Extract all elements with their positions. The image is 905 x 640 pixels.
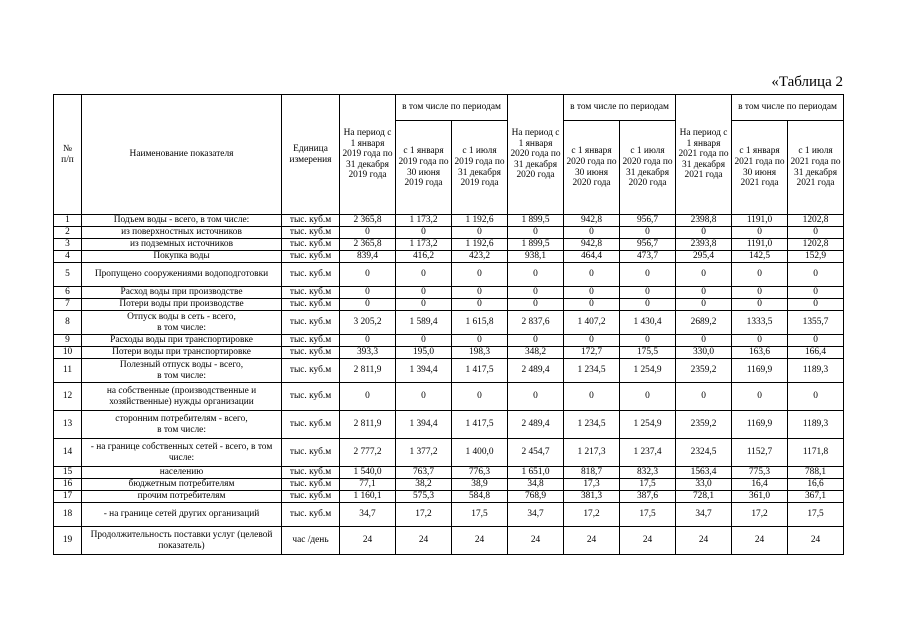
row-unit: тыс. куб.м: [282, 503, 340, 527]
row-value: 1 254,9: [620, 359, 676, 383]
table-row: [54, 527, 844, 555]
row-value: 17,2: [396, 503, 452, 527]
row-value: 839,4: [340, 251, 396, 263]
row-value: 2689,2: [676, 311, 732, 335]
row-value: 348,2: [508, 347, 564, 359]
row-value: 1 899,5: [508, 239, 564, 251]
row-value: 0: [788, 287, 844, 299]
row-value: 0: [452, 383, 508, 411]
row-value: 17,5: [452, 503, 508, 527]
row-unit: тыс. куб.м: [282, 347, 340, 359]
row-number: 5: [54, 263, 82, 287]
row-value: 832,3: [620, 467, 676, 479]
row-value: 0: [508, 227, 564, 239]
row-number: 19: [54, 527, 82, 555]
row-name: - на границе собственных сетей - всего, в том числе:: [82, 439, 282, 467]
row-value: 0: [452, 335, 508, 347]
table-row: [54, 239, 844, 251]
row-name: сторонним потребителям - всего, в том числе:: [82, 411, 282, 439]
table-row: [54, 359, 844, 383]
row-value: 1 237,4: [620, 439, 676, 467]
table-row: [54, 467, 844, 479]
row-unit: тыс. куб.м: [282, 359, 340, 383]
table-row: [54, 479, 844, 491]
header-half-1: с 1 января 2019 года по 30 июня 2019 года: [396, 121, 452, 215]
row-number: 3: [54, 239, 82, 251]
row-number: 13: [54, 411, 82, 439]
row-number: 12: [54, 383, 82, 411]
row-value: 0: [676, 383, 732, 411]
row-value: 1171,8: [788, 439, 844, 467]
row-unit: тыс. куб.м: [282, 491, 340, 503]
header-period-total: На период с 1 января 2020 года по 31 декабря 2020 года: [508, 95, 564, 215]
row-value: 0: [508, 383, 564, 411]
row-value: 1 407,2: [564, 311, 620, 335]
row-name: Расходы воды при транспортировке: [82, 335, 282, 347]
row-value: 1 192,6: [452, 239, 508, 251]
row-value: 1 394,4: [396, 359, 452, 383]
row-value: 1169,9: [732, 359, 788, 383]
row-value: 16,6: [788, 479, 844, 491]
row-value: 34,8: [508, 479, 564, 491]
row-value: 1 234,5: [564, 411, 620, 439]
row-value: 423,2: [452, 251, 508, 263]
row-value: 24: [564, 527, 620, 555]
row-unit: тыс. куб.м: [282, 383, 340, 411]
table-row: [54, 411, 844, 439]
row-value: 0: [396, 287, 452, 299]
row-value: 0: [452, 287, 508, 299]
row-unit: тыс. куб.м: [282, 215, 340, 227]
row-value: 1 217,3: [564, 439, 620, 467]
table-caption: «Таблица 2: [771, 74, 843, 90]
row-value: 0: [452, 227, 508, 239]
row-value: 0: [396, 263, 452, 287]
row-value: 464,4: [564, 251, 620, 263]
row-number: 16: [54, 479, 82, 491]
row-number: 4: [54, 251, 82, 263]
row-value: 17,3: [564, 479, 620, 491]
row-unit: тыс. куб.м: [282, 227, 340, 239]
row-value: 0: [452, 263, 508, 287]
header-half-1: с 1 января 2020 года по 30 июня 2020 года: [564, 121, 620, 215]
row-value: 0: [732, 263, 788, 287]
row-value: 0: [676, 287, 732, 299]
row-name: Потери воды при транспортировке: [82, 347, 282, 359]
row-name: Пропущено сооружениями водоподготовки: [82, 263, 282, 287]
row-value: 2359,2: [676, 359, 732, 383]
row-value: 0: [732, 335, 788, 347]
table-row: [54, 439, 844, 467]
row-value: 938,1: [508, 251, 564, 263]
row-unit: тыс. куб.м: [282, 239, 340, 251]
row-value: 3 205,2: [340, 311, 396, 335]
row-value: 17,5: [620, 503, 676, 527]
row-value: 0: [564, 335, 620, 347]
table-row: [54, 215, 844, 227]
row-value: 0: [396, 335, 452, 347]
table-row: [54, 299, 844, 311]
row-value: 0: [788, 335, 844, 347]
row-value: 24: [396, 527, 452, 555]
row-name: Подъем воды - всего, в том числе:: [82, 215, 282, 227]
row-value: 0: [676, 335, 732, 347]
row-number: 2: [54, 227, 82, 239]
row-value: 0: [508, 299, 564, 311]
row-value: 1 192,6: [452, 215, 508, 227]
row-name: Покупка воды: [82, 251, 282, 263]
row-value: 295,4: [676, 251, 732, 263]
row-value: 575,3: [396, 491, 452, 503]
row-value: 0: [788, 383, 844, 411]
row-value: 0: [340, 287, 396, 299]
row-value: 0: [564, 383, 620, 411]
row-unit: тыс. куб.м: [282, 335, 340, 347]
row-value: 0: [620, 227, 676, 239]
row-name: бюджетным потребителям: [82, 479, 282, 491]
row-value: 0: [732, 287, 788, 299]
row-name: Расход воды при производстве: [82, 287, 282, 299]
row-value: 0: [508, 263, 564, 287]
row-value: 2324,5: [676, 439, 732, 467]
row-name: из подземных источников: [82, 239, 282, 251]
table-row: [54, 383, 844, 411]
row-value: 38,9: [452, 479, 508, 491]
row-value: 0: [508, 287, 564, 299]
row-value: 1 234,5: [564, 359, 620, 383]
row-value: 0: [564, 227, 620, 239]
row-value: 2 489,4: [508, 359, 564, 383]
row-value: 330,0: [676, 347, 732, 359]
row-value: 1152,7: [732, 439, 788, 467]
row-number: 10: [54, 347, 82, 359]
row-value: 1355,7: [788, 311, 844, 335]
row-value: 2 811,9: [340, 411, 396, 439]
table-row: [54, 491, 844, 503]
row-value: 0: [396, 299, 452, 311]
row-value: 1 417,5: [452, 411, 508, 439]
row-value: 24: [452, 527, 508, 555]
row-value: 24: [508, 527, 564, 555]
row-value: 473,7: [620, 251, 676, 263]
row-value: 0: [732, 227, 788, 239]
row-value: 1 394,4: [396, 411, 452, 439]
row-value: 2 837,6: [508, 311, 564, 335]
row-value: 0: [340, 299, 396, 311]
row-value: 1 589,4: [396, 311, 452, 335]
row-value: 393,3: [340, 347, 396, 359]
water-balance-table: [53, 94, 844, 555]
header-period-incl: в том числе по периодам: [396, 95, 508, 121]
row-unit: тыс. куб.м: [282, 251, 340, 263]
row-name: на собственные (производственные и хозяйственные) нужды организации: [82, 383, 282, 411]
row-value: 763,7: [396, 467, 452, 479]
row-value: 1191,0: [732, 215, 788, 227]
header-half-1: с 1 января 2021 года по 30 июня 2021 года: [732, 121, 788, 215]
row-value: 0: [788, 299, 844, 311]
row-value: 1 254,9: [620, 411, 676, 439]
row-number: 7: [54, 299, 82, 311]
table-header: [54, 95, 844, 215]
row-value: 1169,9: [732, 411, 788, 439]
row-value: 788,1: [788, 467, 844, 479]
table-row: [54, 311, 844, 335]
header-num: № п/п: [54, 95, 82, 215]
row-value: 1 173,2: [396, 215, 452, 227]
table-row: [54, 287, 844, 299]
row-value: 1191,0: [732, 239, 788, 251]
row-value: 1 400,0: [452, 439, 508, 467]
row-value: 2393,8: [676, 239, 732, 251]
row-value: 24: [340, 527, 396, 555]
row-value: 0: [676, 227, 732, 239]
row-name: - на границе сетей других организаций: [82, 503, 282, 527]
header-half-2: с 1 июля 2021 года по 31 декабря 2021 года: [788, 121, 844, 215]
row-name: населению: [82, 467, 282, 479]
row-value: 172,7: [564, 347, 620, 359]
row-value: 2 489,4: [508, 411, 564, 439]
header-unit: Единица измерения: [282, 95, 340, 215]
row-unit: тыс. куб.м: [282, 263, 340, 287]
row-number: 18: [54, 503, 82, 527]
row-value: 0: [340, 227, 396, 239]
row-value: 1 899,5: [508, 215, 564, 227]
row-number: 1: [54, 215, 82, 227]
row-value: 1202,8: [788, 215, 844, 227]
row-value: 1189,3: [788, 411, 844, 439]
row-value: 0: [788, 227, 844, 239]
row-value: 0: [340, 263, 396, 287]
row-number: 17: [54, 491, 82, 503]
row-value: 416,2: [396, 251, 452, 263]
row-value: 775,3: [732, 467, 788, 479]
row-name: Потери воды при производстве: [82, 299, 282, 311]
row-value: 367,1: [788, 491, 844, 503]
row-value: 166,4: [788, 347, 844, 359]
row-value: 0: [732, 383, 788, 411]
row-value: 2 365,8: [340, 215, 396, 227]
row-value: 0: [508, 335, 564, 347]
row-number: 14: [54, 439, 82, 467]
row-number: 11: [54, 359, 82, 383]
row-value: 2 365,8: [340, 239, 396, 251]
row-value: 1 651,0: [508, 467, 564, 479]
row-unit: тыс. куб.м: [282, 467, 340, 479]
row-value: 1 540,0: [340, 467, 396, 479]
row-value: 728,1: [676, 491, 732, 503]
row-value: 198,3: [452, 347, 508, 359]
row-value: 1202,8: [788, 239, 844, 251]
row-value: 152,9: [788, 251, 844, 263]
row-value: 2 777,2: [340, 439, 396, 467]
row-unit: час /день: [282, 527, 340, 555]
row-name: из поверхностных источников: [82, 227, 282, 239]
row-value: 1 417,5: [452, 359, 508, 383]
row-unit: тыс. куб.м: [282, 411, 340, 439]
row-value: 33,0: [676, 479, 732, 491]
row-value: 24: [732, 527, 788, 555]
row-unit: тыс. куб.м: [282, 439, 340, 467]
row-value: 0: [788, 263, 844, 287]
header-period-total: На период с 1 января 2021 года по 31 декабря 2021 года: [676, 95, 732, 215]
table-row: [54, 263, 844, 287]
row-value: 16,4: [732, 479, 788, 491]
row-value: 0: [564, 287, 620, 299]
row-value: 768,9: [508, 491, 564, 503]
row-name: Полезный отпуск воды - всего, в том числе:: [82, 359, 282, 383]
header-period-total: На период с 1 января 2019 года по 31 декабря 2019 года: [340, 95, 396, 215]
row-value: 1 160,1: [340, 491, 396, 503]
row-value: 361,0: [732, 491, 788, 503]
row-value: 0: [452, 299, 508, 311]
row-value: 584,8: [452, 491, 508, 503]
row-value: 1563,4: [676, 467, 732, 479]
row-value: 163,6: [732, 347, 788, 359]
row-name: Продолжительность поставки услуг (целевой показатель): [82, 527, 282, 555]
row-value: 1333,5: [732, 311, 788, 335]
row-value: 942,8: [564, 215, 620, 227]
row-value: 24: [620, 527, 676, 555]
row-value: 17,2: [732, 503, 788, 527]
table-row: [54, 503, 844, 527]
row-value: 0: [620, 263, 676, 287]
table-row: [54, 347, 844, 359]
row-name: Отпуск воды в сеть - всего, в том числе:: [82, 311, 282, 335]
row-value: 0: [620, 287, 676, 299]
row-value: 381,3: [564, 491, 620, 503]
row-value: 17,5: [788, 503, 844, 527]
row-number: 8: [54, 311, 82, 335]
row-value: 1 615,8: [452, 311, 508, 335]
row-unit: тыс. куб.м: [282, 287, 340, 299]
header-period-incl: в том числе по периодам: [732, 95, 844, 121]
row-value: 0: [564, 263, 620, 287]
row-value: 38,2: [396, 479, 452, 491]
row-value: 942,8: [564, 239, 620, 251]
row-value: 175,5: [620, 347, 676, 359]
row-value: 2 811,9: [340, 359, 396, 383]
row-value: 2359,2: [676, 411, 732, 439]
row-value: 776,3: [452, 467, 508, 479]
row-number: 9: [54, 335, 82, 347]
row-unit: тыс. куб.м: [282, 311, 340, 335]
table-row: [54, 227, 844, 239]
row-value: 0: [676, 299, 732, 311]
row-value: 34,7: [508, 503, 564, 527]
row-value: 2398,8: [676, 215, 732, 227]
row-value: 818,7: [564, 467, 620, 479]
table-body: [54, 215, 844, 555]
row-value: 1 173,2: [396, 239, 452, 251]
row-value: 0: [564, 299, 620, 311]
row-unit: тыс. куб.м: [282, 479, 340, 491]
row-value: 34,7: [676, 503, 732, 527]
row-value: 34,7: [340, 503, 396, 527]
row-value: 0: [620, 335, 676, 347]
header-half-2: с 1 июля 2019 года по 31 декабря 2019 года: [452, 121, 508, 215]
table-row: [54, 335, 844, 347]
row-value: 0: [620, 383, 676, 411]
row-value: 2 454,7: [508, 439, 564, 467]
row-value: 387,6: [620, 491, 676, 503]
row-value: 142,5: [732, 251, 788, 263]
row-name: прочим потребителям: [82, 491, 282, 503]
row-value: 24: [788, 527, 844, 555]
row-value: 195,0: [396, 347, 452, 359]
row-value: 0: [620, 299, 676, 311]
row-value: 1189,3: [788, 359, 844, 383]
table-row: [54, 251, 844, 263]
row-unit: тыс. куб.м: [282, 299, 340, 311]
row-number: 15: [54, 467, 82, 479]
header-name: Наименование показателя: [82, 95, 282, 215]
row-value: 1 430,4: [620, 311, 676, 335]
row-number: 6: [54, 287, 82, 299]
row-value: 0: [676, 263, 732, 287]
row-value: 0: [396, 227, 452, 239]
row-value: 1 377,2: [396, 439, 452, 467]
row-value: 17,5: [620, 479, 676, 491]
header-period-incl: в том числе по периодам: [564, 95, 676, 121]
row-value: 17,2: [564, 503, 620, 527]
row-value: 0: [732, 299, 788, 311]
row-value: 0: [396, 383, 452, 411]
header-half-2: с 1 июля 2020 года по 31 декабря 2020 года: [620, 121, 676, 215]
row-value: 77,1: [340, 479, 396, 491]
row-value: 956,7: [620, 215, 676, 227]
row-value: 956,7: [620, 239, 676, 251]
row-value: 24: [676, 527, 732, 555]
row-value: 0: [340, 383, 396, 411]
row-value: 0: [340, 335, 396, 347]
